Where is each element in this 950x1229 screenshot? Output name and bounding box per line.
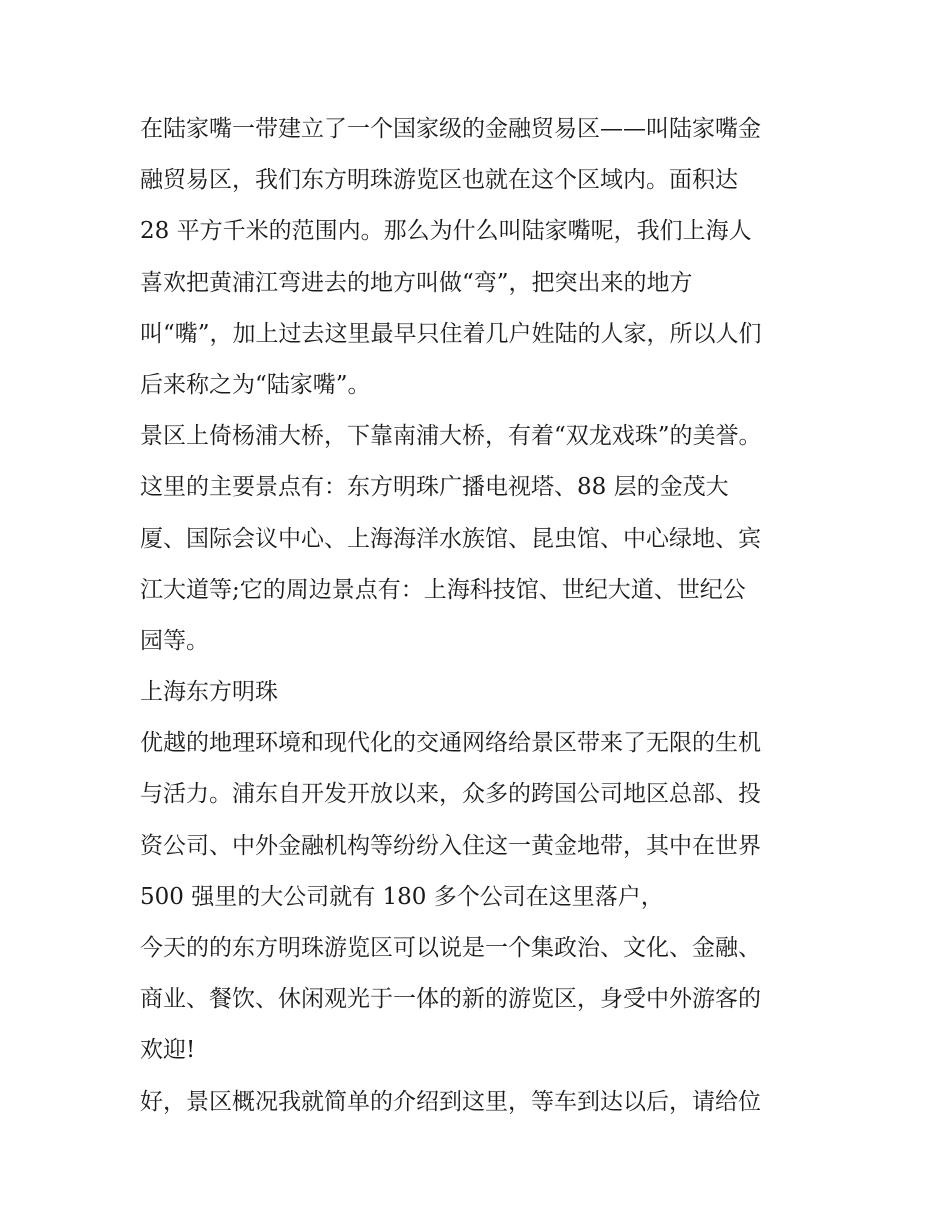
text-line: 好，景区概况我就简单的介绍到这里，等车到达以后，请给位 bbox=[140, 1088, 761, 1115]
text-line: 喜欢把黄浦江弯进去的地方叫做“弯”，把突出来的地方 bbox=[140, 269, 693, 296]
text-line: 后来称之为“陆家嘴”。 bbox=[140, 371, 371, 398]
text-line: 这里的主要景点有：东方明珠广播电视塔、88 层的金茂大 bbox=[140, 474, 729, 501]
text-line: 今天的的东方明珠游览区可以说是一个集政治、文化、金融、 bbox=[140, 935, 761, 961]
text-line: 园等。 bbox=[140, 627, 209, 654]
text-line: 欢迎! bbox=[140, 1037, 196, 1064]
text-line: 与活力。浦东自开发开放以来，众多的跨国公司地区总部、投 bbox=[140, 781, 761, 808]
section-heading: 上海东方明珠 bbox=[140, 679, 278, 706]
text-line: 500 强里的大公司就有 180 多个公司在这里落户， bbox=[140, 883, 664, 910]
text-line: 景区上倚杨浦大桥，下靠南浦大桥，有着“双龙戏珠”的美誉。 bbox=[140, 423, 762, 450]
text-line: 叫“嘴”，加上过去这里最早只住着几户姓陆的人家，所以人们 bbox=[140, 320, 762, 347]
text-line: 融贸易区，我们东方明珠游览区也就在这个区域内。面积达 bbox=[140, 167, 738, 194]
text-line: 优越的地理环境和现代化的交通网络给景区带来了无限的生机 bbox=[140, 730, 761, 757]
text-line: 江大道等;它的周边景点有：上海科技馆、世纪大道、世纪公 bbox=[140, 576, 746, 603]
document-body bbox=[140, 108, 820, 1132]
text-line: 在陆家嘴一带建立了一个国家级的金融贸易区——叫陆家嘴金 bbox=[140, 116, 761, 142]
text-line: 28 平方千米的范围内。那么为什么叫陆家嘴呢，我们上海人 bbox=[140, 218, 752, 245]
text-line: 资公司、中外金融机构等纷纷入住这一黄金地带，其中在世界 bbox=[140, 832, 761, 859]
text-line: 厦、国际会议中心、上海海洋水族馆、昆虫馆、中心绿地、宾 bbox=[140, 525, 761, 552]
text-line: 商业、餐饮、休闲观光于一体的新的游览区，身受中外游客的 bbox=[140, 986, 761, 1013]
